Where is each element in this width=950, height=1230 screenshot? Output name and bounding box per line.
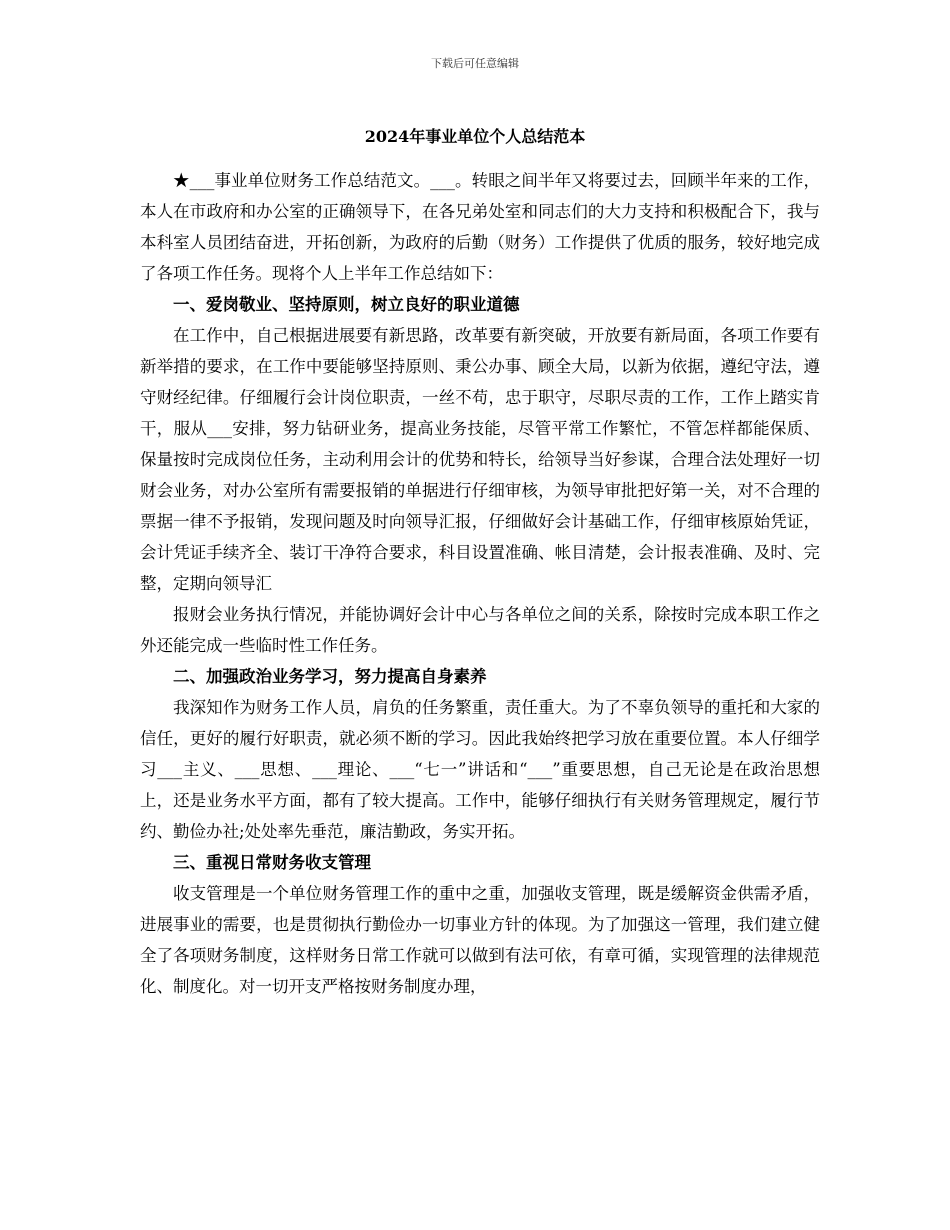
- paragraph-section-3: 收支管理是一个单位财务管理工作的重中之重，加强收支管理，既是缓解资金供需矛盾，进展事业的需要，也是贯彻执行勤俭办一切事业方针的体现。为了加强这一管理，我们建立健全了各项财务制度，这样财务日常工作就可以做到有法可依，有章可循，实现管理的法律规范化、制度化。对一切开支严格按财务制度办理，: [140, 884, 820, 996]
- section-heading-3: 三、重视日常财务收支管理: [173, 853, 371, 872]
- paragraph-section-1: 在工作中，自己根据进展要有新思路，改革要有新突破，开放要有新局面，各项工作要有新举措的要求，在工作中要能够坚持原则、秉公办事、顾全大局，以新为依据，遵纪守法，遵守财经纪律。仔细履行会计岗位职责，一丝不苟，忠于职守，尽职尽责的工作，工作上踏实肯干，服从___安排，努力钻研业务，提高业务技能，尽管平常工作繁忙，不管怎样都能保质、保量按时完成岗位任务，主动利用会计的优势和特长，给领导当好参谋，合理合法处理好一切财会业务，对办公室所有需要报销的单据进行仔细审核，为领导审批把好第一关，对不合理的票据一律不予报销，发现问题及时向领导汇报，仔细做好会计基础工作，仔细审核原始凭证，会计凭证手续齐全、装订干净符合要求，科目设置准确、帐目清楚，会计报表准确、及时、完整，定期向领导汇: [140, 326, 820, 593]
- paragraph-intro: ★___事业单位财务工作总结范文。___。转眼之间半年又将要过去，回顾半年来的工作，本人在市政府和办公室的正确领导下，在各兄弟处室和同志们的大力支持和积极配合下，我与本科室人员团结奋进，开拓创新，为政府的后勤（财务）工作提供了优质的服务，较好地完成了各项工作任务。现将个人上半年工作总结如下：: [140, 171, 820, 283]
- section-heading-2: 二、加强政治业务学习，努力提高自身素养: [173, 667, 487, 686]
- header-note: 下载后可任意编辑: [431, 57, 519, 70]
- section-heading-1: 一、爱岗敬业、坚持原则，树立良好的职业道德: [173, 295, 520, 314]
- paragraph-section-1-cont: 报财会业务执行情况，并能协调好会计中心与各单位之间的关系，除按时完成本职工作之外还能完成一些临时性工作任务。: [140, 605, 820, 655]
- document-body: [140, 165, 820, 1002]
- document-title: 2024年事业单位个人总结范本: [364, 127, 586, 146]
- paragraph-section-2: 我深知作为财务工作人员，肩负的任务繁重，责任重大。为了不辜负领导的重托和大家的信任，更好的履行好职责，就必须不断的学习。因此我始终把学习放在重要位置。本人仔细学习___主义、___思想、___理论、___“七一”讲话和“___”重要思想，自己无论是在政治思想上，还是业务水平方面，都有了较大提高。工作中，能够仔细执行有关财务管理规定，履行节约、勤俭办社;处处率先垂范，廉洁勤政，务实开拓。: [140, 698, 820, 841]
